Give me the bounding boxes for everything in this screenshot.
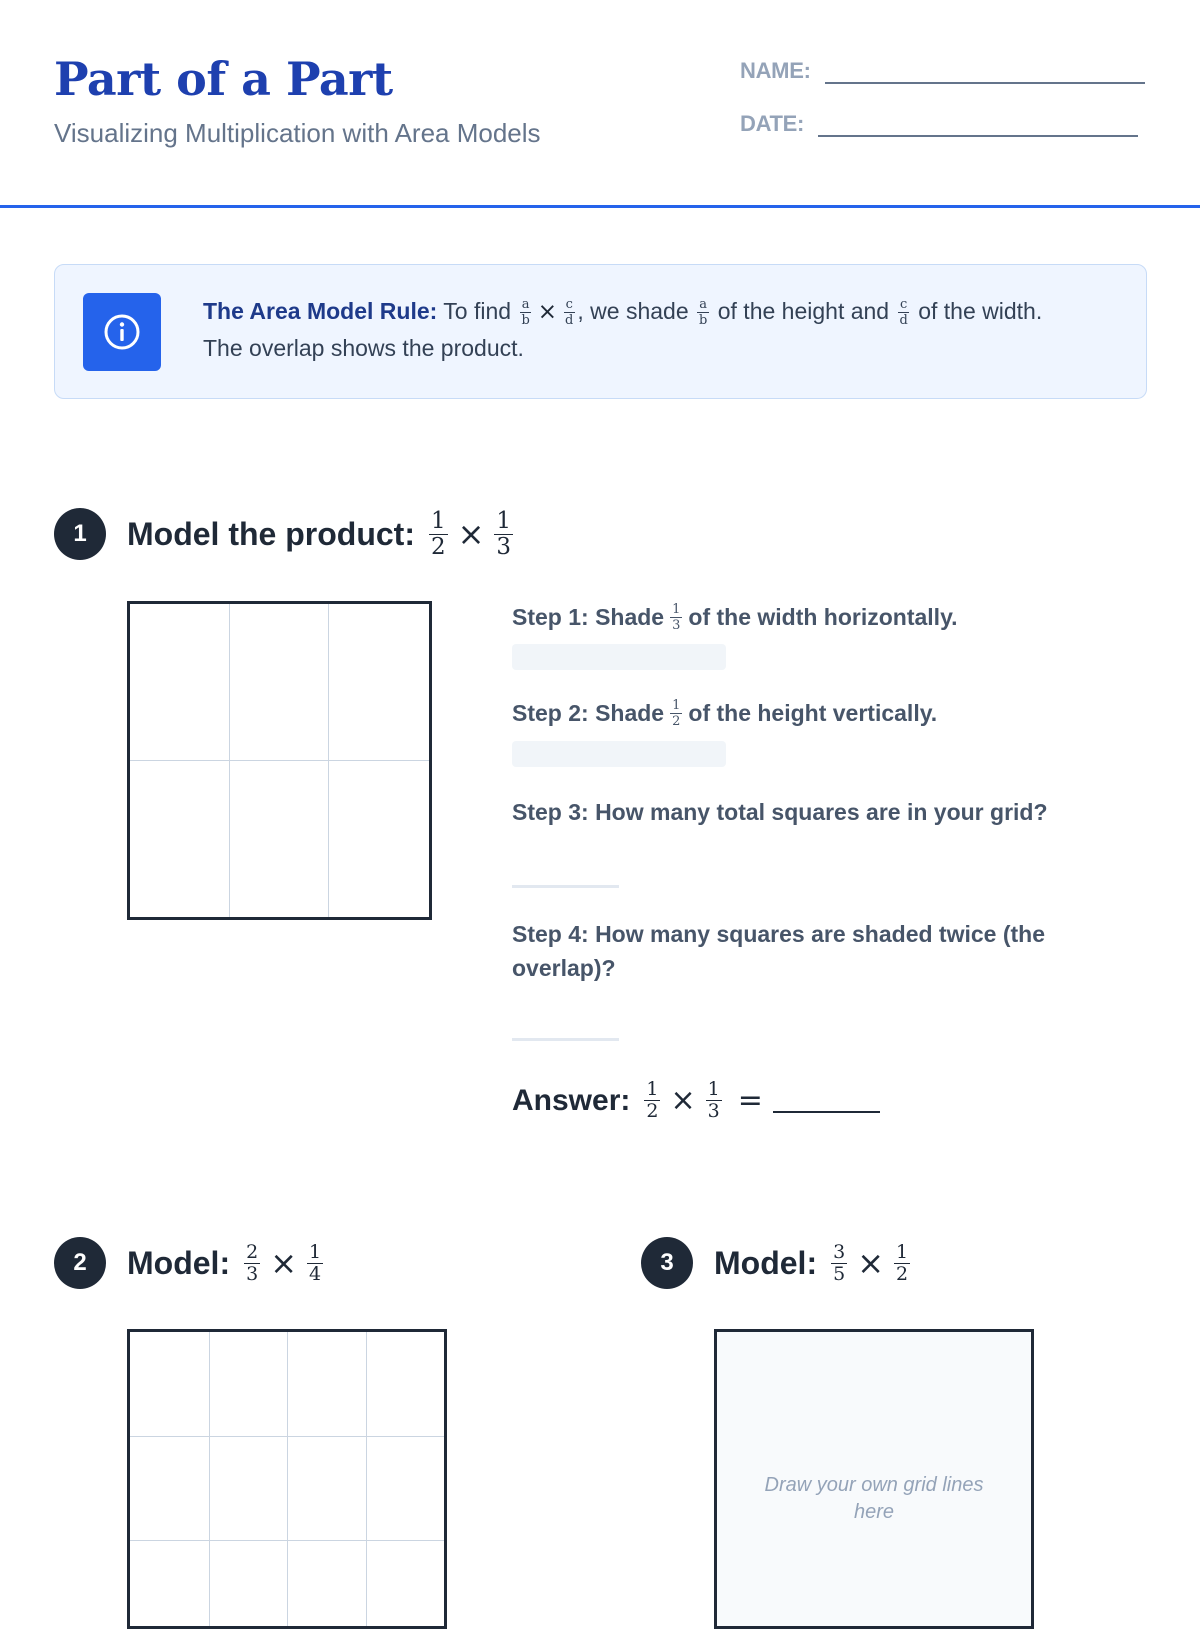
times-symbol: × [457,515,485,553]
step-3-answer-blank[interactable] [512,885,619,888]
problem-label: Model: [714,1244,818,1281]
rule-label: The Area Model Rule: [203,298,438,324]
fraction-denominator: 3 [672,618,681,633]
fraction-numerator: 1 [707,1078,720,1100]
draw-grid-hint: Draw your own grid lines here [764,1474,984,1523]
step-text: Step 4: How many squares are shaded twice (the overlap)? [512,921,1045,981]
grid-line [130,1540,444,1541]
date-row [740,111,1138,137]
fraction [244,1240,260,1285]
step-4 [512,917,1082,985]
grid-line [209,1332,210,1626]
fraction-numerator: 1 [646,1078,659,1100]
times-symbol: × [270,1244,297,1282]
grid-line [287,1332,288,1626]
problem-number-badge: 3 [641,1237,693,1289]
fraction [429,507,448,560]
fraction-numerator: 1 [896,1240,909,1263]
fraction-numerator: 3 [833,1240,846,1263]
fraction-denominator: b [521,313,530,329]
problem-2-title [127,1234,325,1292]
fraction-denominator: 4 [309,1262,322,1285]
fraction-a-b [697,298,709,327]
info-icon [83,293,161,371]
date-field[interactable] [818,113,1138,137]
step-text: of the height vertically. [688,700,938,726]
fraction-numerator: 2 [246,1240,259,1263]
fraction [706,1080,722,1121]
fraction-denominator: 3 [246,1262,259,1285]
fraction [307,1240,323,1285]
step-1-progress-bar [512,644,726,670]
step-text: Step 2: Shade [512,700,665,726]
times-symbol: × [857,1244,884,1282]
step-2 [512,699,937,728]
answer-blank[interactable] [773,1089,880,1113]
fraction-numerator: 1 [672,698,681,713]
fraction-numerator: a [521,297,530,313]
fraction [894,1240,910,1285]
problem-label: Model: [127,1244,231,1281]
fraction-numerator: 1 [496,507,512,534]
grid-line [366,1332,367,1626]
fraction [831,1240,847,1285]
rule-text-part: of the width. The overlap shows the product. [203,298,1043,361]
problem-number-badge: 2 [54,1237,106,1289]
fraction-numerator: c [900,297,908,313]
equals-symbol: = [737,1083,763,1118]
name-field[interactable] [825,60,1145,84]
fraction-numerator: 1 [430,507,446,534]
date-label: DATE: [740,111,805,136]
step-text: Step 1: Shade [512,604,665,630]
fraction-c-d [898,298,910,327]
step-text: of the width horizontally. [688,604,958,630]
grid-line [130,760,429,761]
step-1 [512,603,958,632]
name-row [740,58,1145,84]
fraction-denominator: 5 [833,1262,846,1285]
problem-label: Model the product: [127,515,415,552]
fraction-a-b [519,298,531,327]
step-2-progress-bar [512,741,726,767]
fraction-numerator: 1 [309,1240,322,1263]
rule-text-part: To find [443,298,512,324]
fraction-numerator: 1 [672,602,681,617]
area-model-grid-1[interactable] [127,601,432,920]
answer-label: Answer: [512,1083,631,1117]
rule-text-part: of the height and [717,298,890,324]
area-model-rule-callout [54,264,1147,399]
rule-text [203,293,1083,366]
fraction [670,603,682,632]
page-title: Part of a Part [54,52,393,106]
problem-1-title [127,505,515,563]
grid-line [130,1436,444,1437]
problem-1-answer [512,1080,880,1121]
fraction-numerator: c [565,297,573,313]
problem-number-badge: 1 [54,508,106,560]
times-symbol: × [537,299,558,325]
problem-3-title [714,1234,912,1292]
page-subtitle: Visualizing Multiplication with Area Models [54,118,541,148]
fraction-denominator: d [565,313,574,329]
fraction [670,699,682,728]
fraction [494,507,513,560]
step-3 [512,799,1092,826]
step-text: Step 3: How many total squares are in your grid? [512,799,1048,825]
step-4-answer-blank[interactable] [512,1038,619,1041]
times-symbol: × [670,1083,696,1118]
rule-text-part: , we shade [577,298,689,324]
area-model-grid-2[interactable] [127,1329,447,1629]
fraction-denominator: 2 [672,714,681,729]
fraction-denominator: 2 [896,1262,909,1285]
fraction-c-d [563,298,575,327]
fraction-denominator: 2 [646,1100,659,1122]
fraction-denominator: b [699,313,708,329]
fraction-denominator: 3 [496,533,512,560]
area-model-grid-3[interactable] [714,1329,1034,1629]
fraction [644,1080,660,1121]
worksheet-header [0,0,1200,208]
name-label: NAME: [740,58,811,83]
fraction-denominator: 3 [707,1100,720,1122]
fraction-denominator: 2 [430,533,446,560]
fraction-numerator: a [699,297,708,313]
fraction-denominator: d [899,313,908,329]
